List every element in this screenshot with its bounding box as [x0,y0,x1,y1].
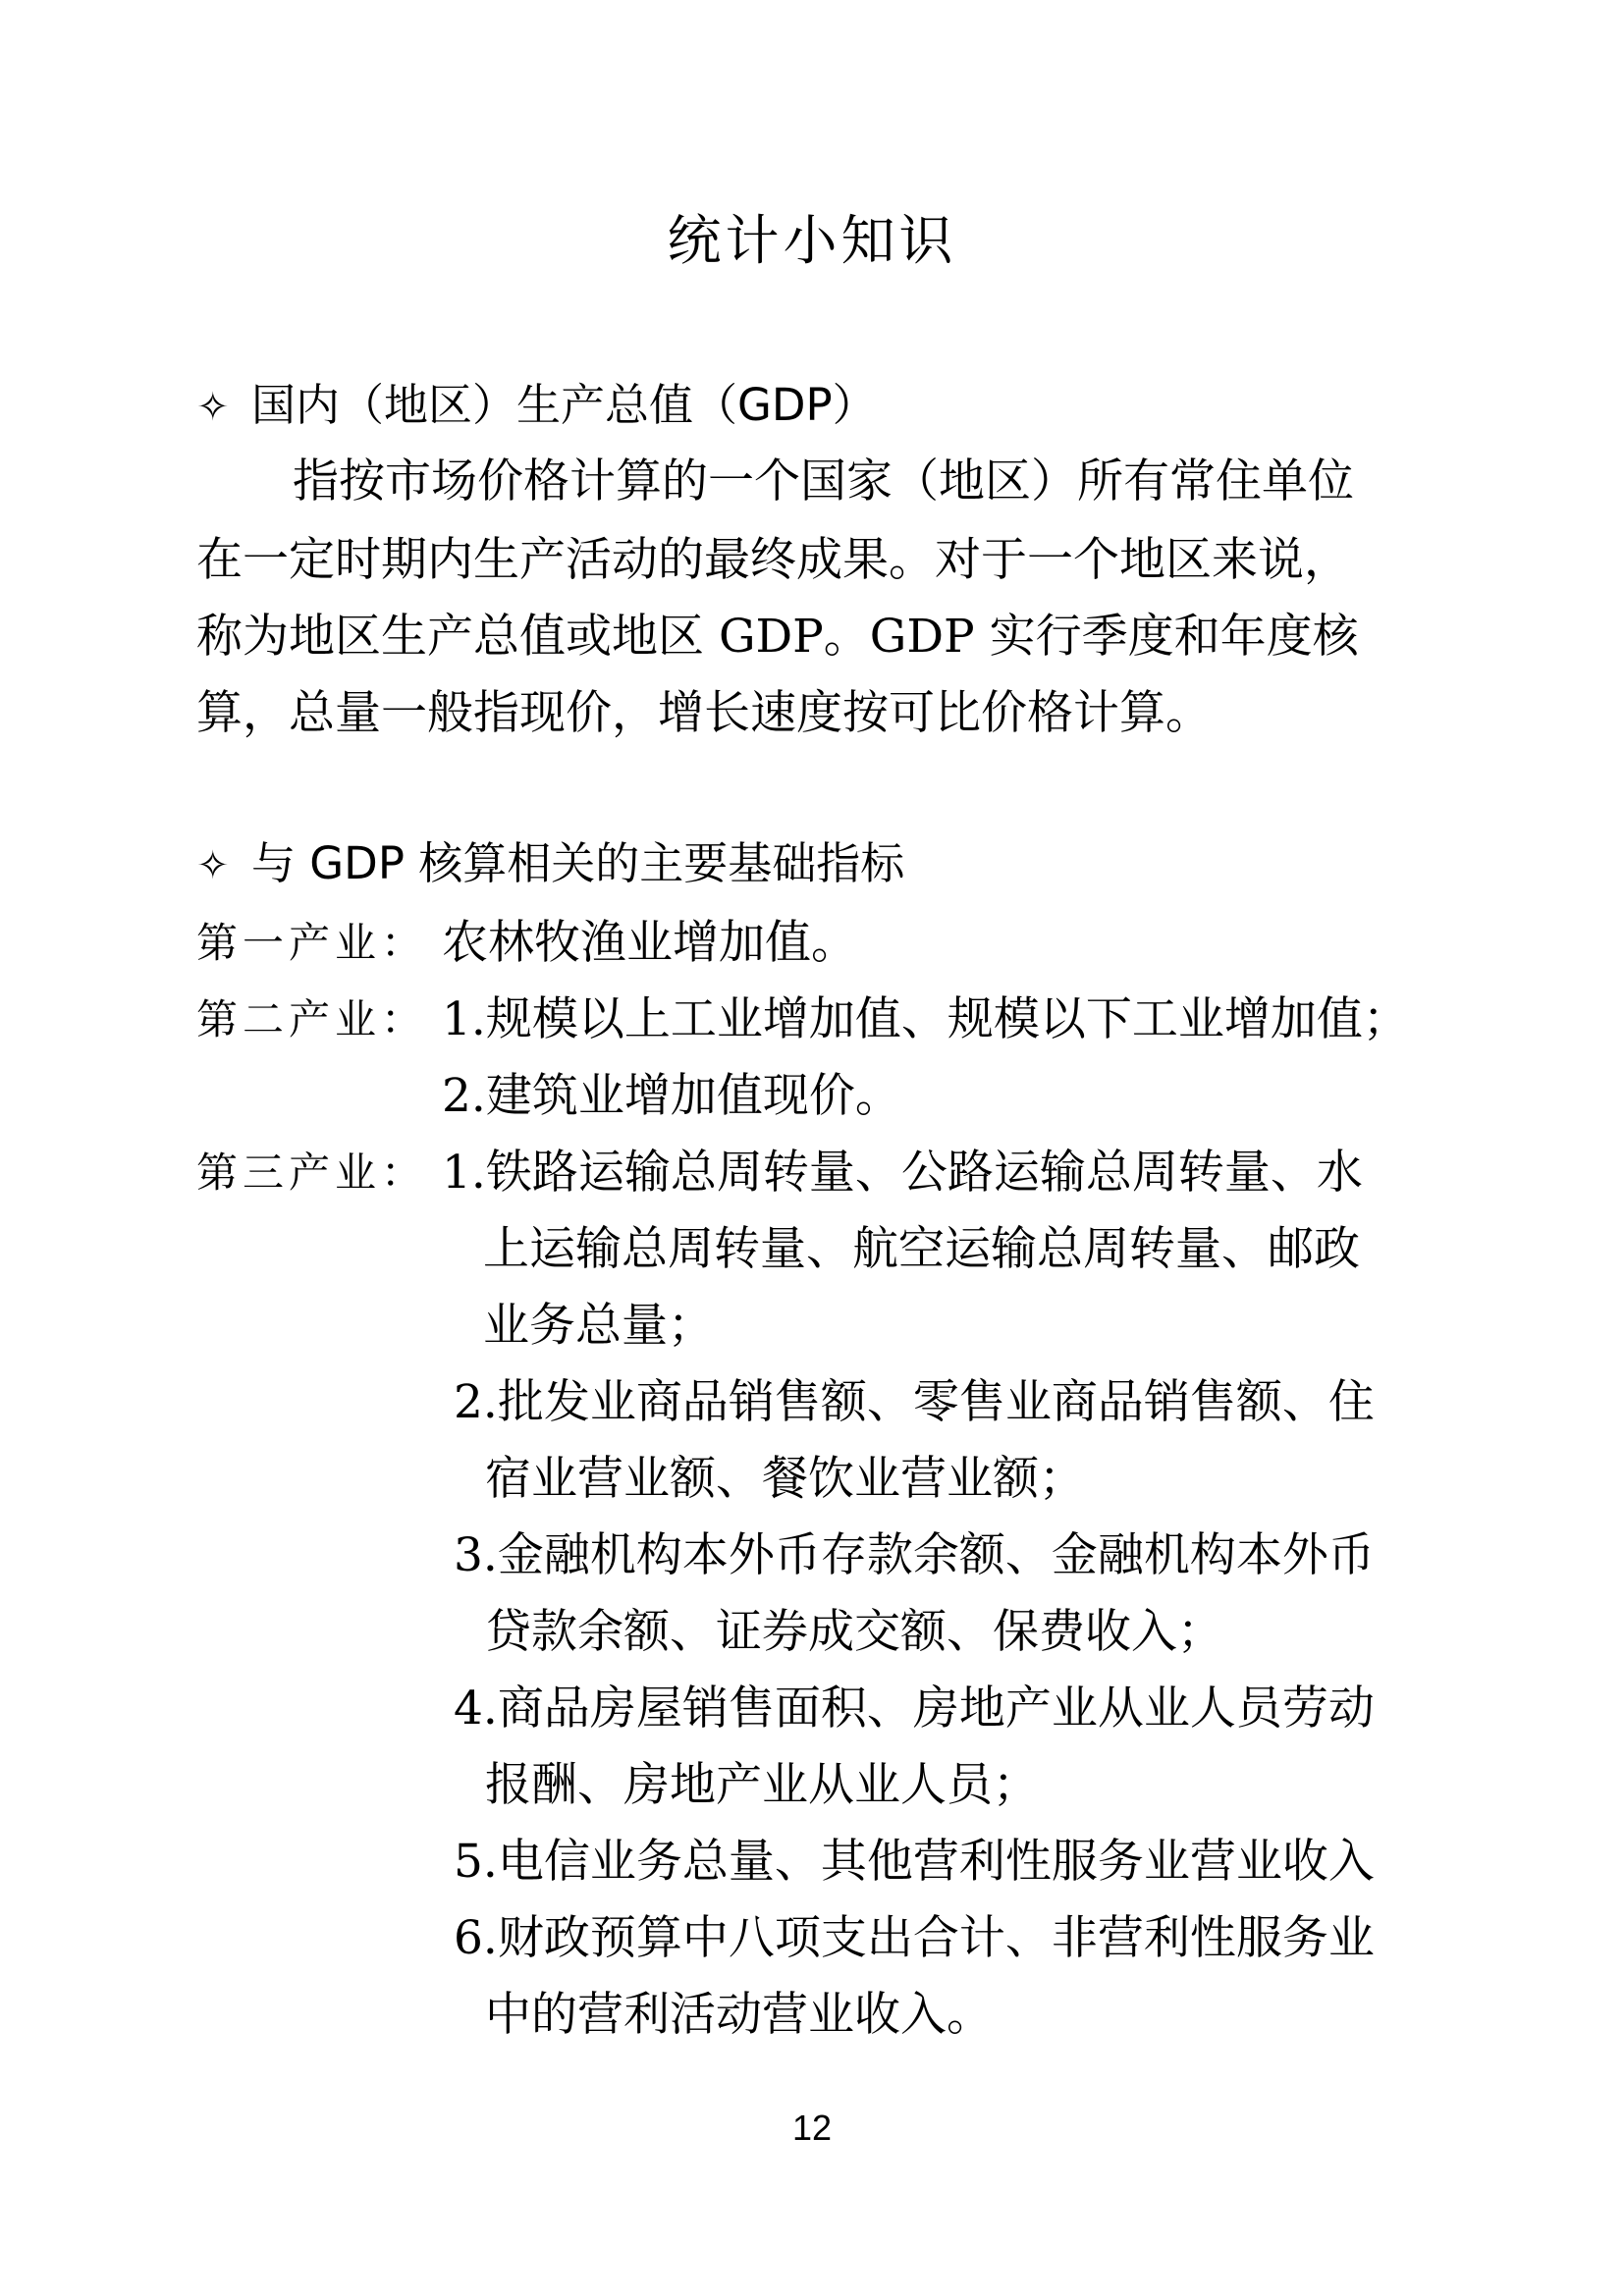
diamond-star-icon: ✧ [196,385,230,430]
indicator-line: 农林牧渔业增加值。 [442,916,857,970]
industry-label-tertiary: 第三产业： [196,1148,428,1197]
indicator-continuation: 上运输总周转量、航空运输总周转量、邮政 [483,1222,1360,1276]
indicator-continuation: 业务总量； [483,1299,714,1353]
indicator-line: 2.建筑业增加值现价。 [442,1069,901,1123]
indicator-continuation: 中的营利活动营业收入。 [485,1988,993,2042]
paragraph-line: 指按市场价格计算的一个国家（地区）所有常住单位 [293,454,1354,508]
indicator-item: 2.批发业商品销售额、零售业商品销售额、住 [454,1375,1375,1429]
indicator-item: 6.财政预算中八项支出合计、非营利性服务业 [454,1911,1375,1965]
industry-label-secondary: 第二产业： [196,995,428,1043]
indicator-continuation: 宿业营业额、餐饮业营业额； [485,1452,1085,1506]
indicator-item: 3.金融机构本外币存款余额、金融机构本外币 [454,1528,1375,1582]
indicator-continuation: 贷款余额、证券成交额、保费收入； [485,1605,1223,1659]
page-title: 统计小知识 [667,209,957,272]
indicator-item: 4.商品房屋销售面积、房地产业从业人员劳动 [454,1682,1375,1735]
section-heading-text: 与 GDP 核算相关的主要基础指标 [251,837,905,889]
paragraph-line: 算，总量一般指现价，增长速度按可比价格计算。 [196,686,1212,740]
industry-label-primary: 第一产业： [196,919,428,967]
page-number: 12 [791,2108,833,2148]
indicator-line: 1.规模以上工业增加值、规模以下工业增加值； [442,992,1409,1046]
paragraph-line: 称为地区生产总值或地区 GDP。GDP 实行季度和年度核 [196,610,1359,664]
indicator-continuation: 报酬、房地产业从业人员； [485,1758,1039,1812]
paragraph-line: 在一定时期内生产活动的最终成果。对于一个地区来说， [196,533,1350,587]
section-heading-text: 国内（地区）生产总值（GDP） [251,379,877,431]
section-heading-indicators [196,829,904,900]
indicator-item: 5.电信业务总量、其他营利性服务业营业收入 [454,1835,1375,1889]
section-heading-gdp [196,371,877,442]
diamond-star-icon: ✧ [196,843,230,888]
indicator-item: 1.铁路运输总周转量、公路运输总周转量、水 [442,1146,1363,1200]
